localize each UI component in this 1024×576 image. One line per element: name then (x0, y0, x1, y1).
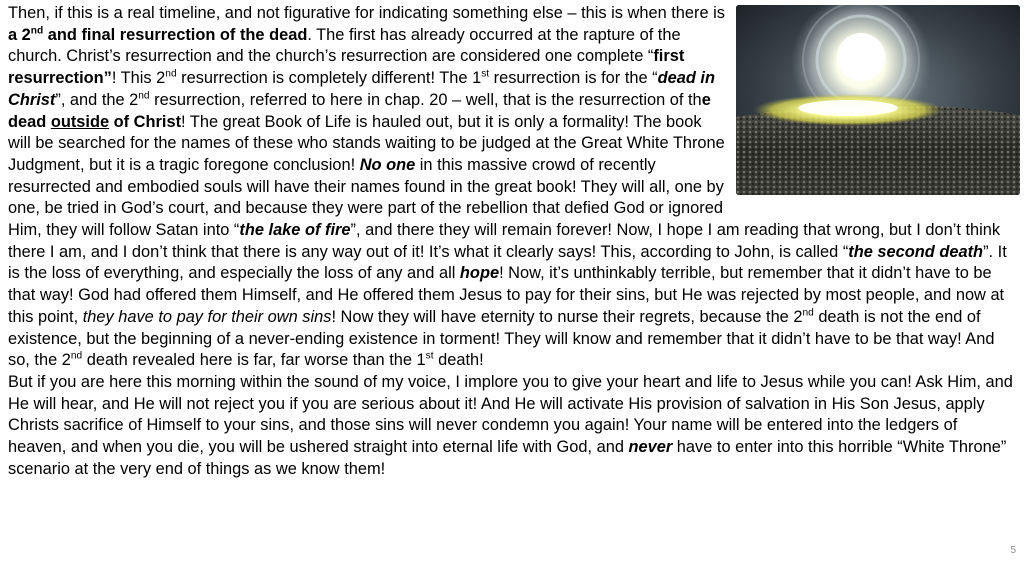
text-run: But if you are here this morning within the sound of my voice, I implore you to give your heart and life to Jesus while you can! Ask Him, and He will hear, and He will not reject you if you are serious about it! And He will activate His provision of salvation in His Son Jesus, apply Christs sacrifice of Himself to your sins, and those sins will never condemn you again! Your name will be entered into the ledgers of heaven, and when you die, you will be ushered straight into eternal life with God, and (8, 372, 1013, 457)
text-run: ”, and the 2 (55, 90, 139, 109)
bold-italic-text: the second death (848, 242, 984, 261)
italic-text: they have to pay for their own sins (82, 307, 332, 326)
text-run: ”, and there they will remain forever! Now, I hope I am reading that wrong, but I don’t think there I am, and I don’t think that there is any way out of it! It’s what it clearly says! This, according to John, is called “ (8, 221, 1001, 261)
paragraph-invitation (8, 372, 1018, 481)
photo-graphic (736, 5, 1020, 195)
slide-text-body (8, 3, 1018, 480)
text-run: death! (433, 351, 484, 370)
bold-text: first resurrection” (8, 47, 685, 88)
glowing-light-over-crowd-image (736, 5, 1020, 195)
text-run: ! Now, it’s unthinkably terrible, but remember that it didn’t have to be that way! God had offered them Himself, and He offered them Jesus to pay for their sins, but He was rejected by most people, and now at this point, (8, 264, 1005, 326)
bold-italic-text: hope (459, 264, 500, 283)
text-run: have to enter into this horrible “White Throne” scenario at the very end of things as we know them! (8, 438, 1007, 478)
text-run: Then, if this is a real timeline, and not figurative for indicating something else – this is when there is (8, 4, 726, 22)
superscript: nd (165, 68, 177, 80)
superscript: st (481, 68, 490, 80)
text-run: a 2 (8, 25, 31, 44)
superscript: st (425, 350, 434, 362)
text-run: resurrection, referred to here in chap. 20 – well, that is the resurrection of th (149, 90, 702, 109)
text-run: in this massive crowd of recently resurrected and embodied souls will have their names found in the great book! They will all, one by one, be tried in God’s court, and because they were part of the rebellion that defied God or ignored Him, they will follow Satan into “ (8, 155, 724, 240)
bold-text: of Christ (109, 112, 182, 131)
bold-underlined-text: outside (50, 112, 110, 131)
superscript: nd (802, 307, 814, 319)
bold-italic-text: No one (359, 155, 416, 174)
superscript: nd (30, 25, 44, 37)
bold-italic-text: the lake of fire (239, 221, 351, 240)
text-run: death is not the end of existence, but the beginning of a never-ending existence in torment! They will know and remember that it didn’t have to be that way! And so, the 2 (8, 307, 995, 370)
bold-text (8, 26, 307, 44)
text-run: resurrection is for the “ (489, 69, 658, 88)
text-run: ! The great Book of Life is hauled out, but it is only a formality! The book will be searched for the names of these who stands waiting to be judged at the Great White Throne Judgment, but it is a tragic foregone conclusion! (8, 112, 725, 174)
bold-italic-text: never (628, 438, 673, 457)
text-run: and final resurrection of the dead (43, 25, 308, 44)
text-run: death revealed here is far, far worse than the 1 (82, 351, 426, 370)
text-run: ! Now they will have eternity to nurse their regrets, because the 2 (331, 307, 803, 326)
text-run: ! This 2 (111, 69, 166, 88)
text-run: . The first has already occurred at the rapture of the church. Christ’s resurrection and the church’s resurrection are considered one complete “ (8, 25, 681, 66)
superscript: nd (138, 90, 150, 102)
bold-text: e dead (8, 90, 711, 131)
page-number: 5 (1010, 545, 1016, 556)
text-run: ”. It is the loss of everything, and especially the loss of any and all (8, 242, 1007, 283)
bold-italic-text: dead in Christ (8, 69, 716, 109)
text-run: resurrection is completely different! The 1 (176, 69, 482, 88)
superscript: nd (70, 350, 83, 362)
